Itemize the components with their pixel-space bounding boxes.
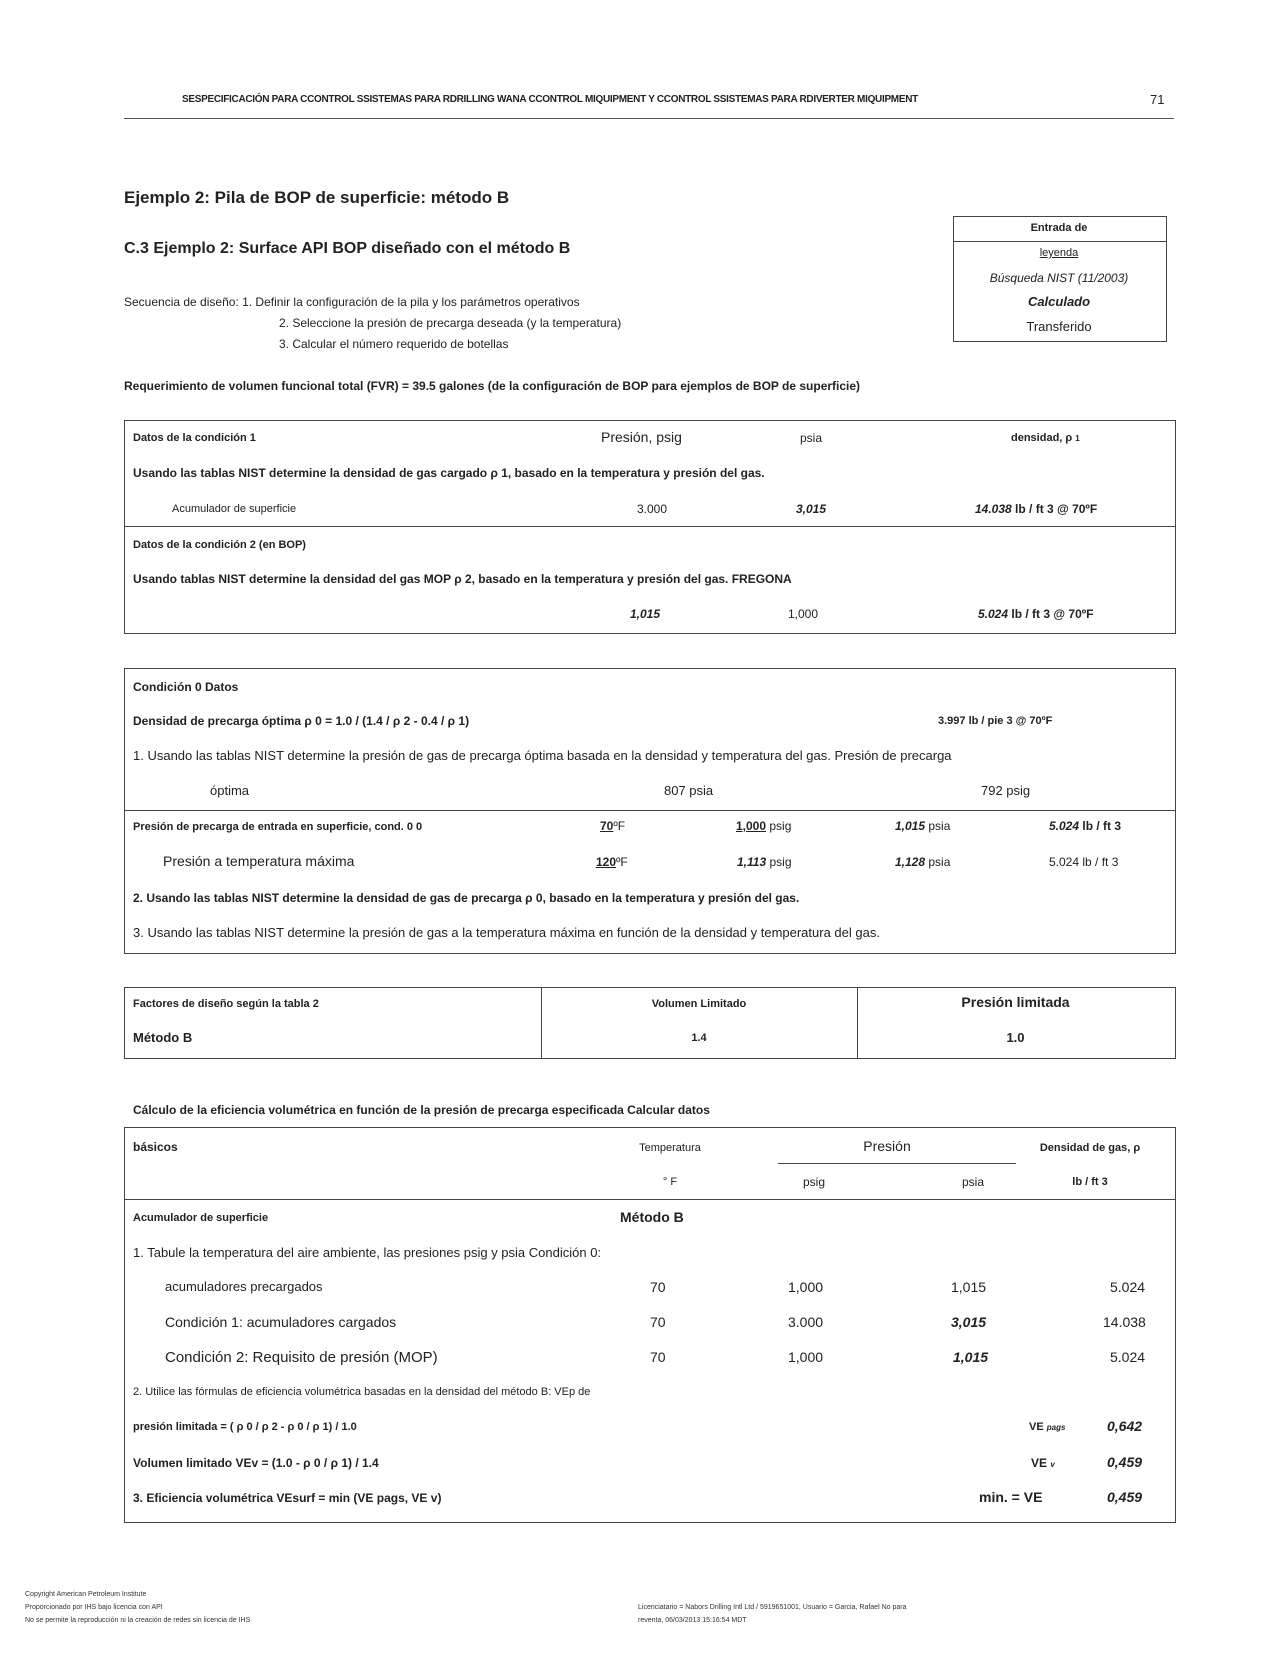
row-precharged-temp: 70 bbox=[650, 1279, 666, 1295]
row2-density bbox=[978, 607, 1093, 621]
nist-note-1: Usando las tablas NIST determine la densidad de gas cargado ρ 1, basado en la temperatura y presión del gas. bbox=[133, 466, 765, 480]
row-a-psig: 1,000 bbox=[736, 819, 767, 833]
ve-v-sub: v bbox=[1050, 1460, 1055, 1469]
optimal-psig: 792 psig bbox=[981, 783, 1031, 798]
step1-note: 1. Tabule la temperatura del aire ambiente, las presiones psig y psia Condición 0: bbox=[133, 1245, 602, 1260]
condition-1-2-table bbox=[124, 420, 1176, 634]
header-rule bbox=[124, 118, 1174, 119]
nist-note-2: Usando tablas NIST determine la densidad del gas MOP ρ 2, basado en la temperatura y presión del gas. FREGONA bbox=[133, 572, 792, 586]
design-factors-label: Factores de diseño según la tabla 2 bbox=[133, 998, 319, 1010]
sequence-label: Secuencia de diseño: 1. Definir la configuración de la pila y los parámetros operativos bbox=[124, 295, 580, 309]
surface-accumulator-label: Acumulador de superficie bbox=[133, 1212, 269, 1224]
row-b-density: 5.024 lb / ft 3 bbox=[1049, 855, 1119, 869]
pressure-limited-header: Presión limitada bbox=[961, 994, 1070, 1010]
unit-temp: ° F bbox=[662, 1176, 678, 1188]
row-a-density: 5.024 bbox=[1049, 819, 1080, 833]
row-a-psig-unit: psig bbox=[769, 819, 792, 833]
pressure-header: Presión bbox=[863, 1138, 911, 1154]
col-density-header bbox=[1011, 432, 1080, 444]
row2-psig: 1,015 bbox=[630, 607, 661, 621]
row-mop-density: 5.024 bbox=[1110, 1349, 1146, 1365]
row-b-psia: 1,128 bbox=[895, 855, 926, 869]
table2-divider bbox=[124, 810, 1175, 811]
fvr-requirement: Requerimiento de volumen funcional total (FVR) = 39.5 galones (de la configuración de BOP para ejemplos de BOP de superficie) bbox=[124, 379, 861, 393]
gas-density-header: Densidad de gas, ρ bbox=[1039, 1142, 1141, 1154]
footer-license: Proporcionado por IHS bajo licencia con API bbox=[25, 1604, 163, 1611]
sequence-step-2: 2. Seleccione la presión de precarga deseada (y la temperatura) bbox=[279, 316, 622, 330]
row-charged-temp: 70 bbox=[650, 1314, 666, 1330]
footer-licensee: Licenciatario = Nabors Drilling Intl Ltd / 5919651001, Usuario = Garcia, Rafael No para bbox=[638, 1604, 907, 1611]
row2-density-value: 5.024 bbox=[978, 607, 1009, 621]
footer-timestamp: reventa, 06/03/2013 15:16:54 MDT bbox=[638, 1617, 747, 1624]
optimal-density-formula: Densidad de precarga óptima ρ 0 = 1.0 / (1.4 / ρ 2 - 0.4 / ρ 1) bbox=[133, 714, 470, 728]
surface-precharge-label: Presión de precarga de entrada en superficie, cond. 0 0 bbox=[133, 821, 423, 833]
row-b-psig-unit: psig bbox=[769, 855, 792, 869]
method-b-label: Método B bbox=[133, 1030, 193, 1045]
legend-divider bbox=[953, 241, 1166, 242]
table4-header-divider bbox=[124, 1199, 1175, 1200]
footer-reproduction: No se permite la reproducción ni la creación de redes sin licencia de IHS bbox=[25, 1617, 251, 1624]
cond0-title: Condición 0 Datos bbox=[133, 680, 239, 694]
row-precharged-density: 5.024 bbox=[1110, 1279, 1146, 1295]
nist-note-max-temp: 3. Usando las tablas NIST determine la presión de gas a la temperatura máxima en función de la densidad y temperatura del gas. bbox=[133, 925, 880, 940]
footer-copyright: Copyright American Petroleum Institute bbox=[25, 1591, 147, 1598]
pressure-limited-value: 1.0 bbox=[1006, 1030, 1025, 1045]
nist-note-precharge-density: 2. Usando las tablas NIST determine la densidad de gas de precarga ρ 0, basado en la temperatura y presión del gas. bbox=[133, 891, 800, 905]
legend-calculated: Calculado bbox=[1027, 294, 1091, 309]
row1-density-unit: lb / ft 3 @ 70ºF bbox=[1015, 502, 1098, 516]
row-precharged-label: acumuladores precargados bbox=[165, 1279, 323, 1294]
volume-limited-value: 1.4 bbox=[691, 1032, 707, 1044]
row-a-temp: 70 bbox=[600, 819, 614, 833]
running-header: SESPECIFICACIÓN PARA CCONTROL SSISTEMAS PARA RDRILLING WANA CCONTROL MIQUIPMENT Y CCONTROL SSISTEMAS PARA RDIVERTER MIQUIPMENT bbox=[182, 94, 918, 105]
row1-density-value: 14.038 bbox=[975, 502, 1012, 516]
ve-p-label: VE bbox=[1029, 1421, 1044, 1433]
row2-density-unit: lb / ft 3 @ 70ºF bbox=[1011, 607, 1094, 621]
unit-psia: psia bbox=[961, 1175, 984, 1189]
min-ve-value: 0,459 bbox=[1107, 1489, 1143, 1505]
row-mop-psig: 1,000 bbox=[788, 1349, 824, 1365]
row-charged-density: 14.038 bbox=[1103, 1314, 1146, 1330]
row-a-density-unit: lb / ft 3 bbox=[1082, 819, 1122, 833]
step2-note: 2. Utilice las fórmulas de eficiencia volumétrica basadas en la densidad del método B: VEp de bbox=[133, 1386, 591, 1398]
row1-density bbox=[975, 502, 1097, 516]
pressure-limited-formula: presión limitada = ( ρ 0 / ρ 2 - ρ 0 / ρ 1) / 1.0 bbox=[133, 1421, 357, 1433]
row-charged-psig: 3.000 bbox=[788, 1314, 824, 1330]
legend-transferred: Transferido bbox=[1026, 319, 1092, 334]
ve-p-sub: pags bbox=[1046, 1423, 1066, 1432]
row-mop-temp: 70 bbox=[650, 1349, 666, 1365]
page-number: 71 bbox=[1150, 92, 1165, 107]
max-temp-pressure-label: Presión a temperatura máxima bbox=[163, 853, 355, 869]
legend-title: Entrada de bbox=[1030, 222, 1088, 234]
volume-limited-header: Volumen Limitado bbox=[651, 998, 747, 1010]
sequence-step-3: 3. Calcular el número requerido de botellas bbox=[279, 337, 509, 351]
basicos-label: básicos bbox=[133, 1140, 178, 1154]
row-b-psig: 1,113 bbox=[737, 855, 767, 869]
col-density-text: densidad, ρ bbox=[1011, 432, 1073, 444]
row2-psia: 1,000 bbox=[788, 607, 819, 621]
optimal-label: óptima bbox=[210, 783, 250, 798]
min-ve-label: min. = VE bbox=[979, 1489, 1043, 1505]
cond1-label: Datos de la condición 1 bbox=[133, 432, 256, 444]
col-psia-header: psia bbox=[800, 431, 823, 445]
row-b-temp-unit: ºF bbox=[616, 855, 628, 869]
row-mop-label: Condición 2: Requisito de presión (MOP) bbox=[165, 1349, 438, 1366]
row1-psia: 3,015 bbox=[796, 502, 827, 516]
volumetric-efficiency-title: Cálculo de la eficiencia volumétrica en función de la presión de precarga especificada Calcular datos bbox=[133, 1103, 710, 1117]
table1-divider bbox=[124, 526, 1175, 527]
unit-density: lb / ft 3 bbox=[1072, 1176, 1108, 1188]
row1-label: Acumulador de superficie bbox=[172, 503, 297, 515]
cond2-label: Datos de la condición 2 (en BOP) bbox=[133, 539, 306, 551]
row-mop-psia: 1,015 bbox=[953, 1349, 989, 1365]
col-density-sub: 1 bbox=[1075, 434, 1080, 443]
temperature-header: Temperatura bbox=[639, 1142, 701, 1154]
row-charged-psia: 3,015 bbox=[951, 1314, 987, 1330]
method-b-subtitle: Método B bbox=[620, 1209, 684, 1225]
page-title: Ejemplo 2: Pila de BOP de superficie: método B bbox=[124, 188, 510, 207]
optimal-psia: 807 psia bbox=[664, 783, 714, 798]
section-title: C.3 Ejemplo 2: Surface API BOP diseñado con el método B bbox=[124, 240, 571, 257]
row-a-temp-unit: ºF bbox=[613, 819, 626, 833]
optimal-density-value: 3.997 lb / pie 3 @ 70ºF bbox=[938, 715, 1053, 727]
volumetric-efficiency-formula: 3. Eficiencia volumétrica VEsurf = min (VE pags, VE v) bbox=[133, 1491, 442, 1505]
legend-nist: Búsqueda NIST (11/2003) bbox=[989, 271, 1129, 285]
ve-p-value: 0,642 bbox=[1107, 1418, 1143, 1434]
ve-v-value: 0,459 bbox=[1107, 1454, 1143, 1470]
condition-0-table bbox=[124, 668, 1176, 954]
legend-subtitle: leyenda bbox=[1039, 247, 1079, 259]
note-optimal-pressure: 1. Usando las tablas NIST determine la presión de gas de precarga óptima basada en la densidad y temperatura del gas. Presión de precarga bbox=[133, 748, 952, 763]
row-b-psia-unit: psia bbox=[928, 855, 951, 869]
row-precharged-psia: 1,015 bbox=[951, 1279, 987, 1295]
pressure-span-rule bbox=[778, 1163, 1016, 1164]
row-precharged-psig: 1,000 bbox=[788, 1279, 824, 1295]
row1-psig: 3.000 bbox=[637, 502, 668, 516]
col-psig-header: Presión, psig bbox=[601, 429, 682, 445]
ve-v-label: VE bbox=[1031, 1456, 1048, 1470]
row-a-psia-unit: psia bbox=[928, 819, 951, 833]
row-b-temp: 120 bbox=[596, 855, 617, 869]
unit-psig: psig bbox=[802, 1175, 825, 1189]
volume-limited-formula: Volumen limitado VEv = (1.0 - ρ 0 / ρ 1) / 1.4 bbox=[133, 1456, 379, 1470]
row-a-psia: 1,015 bbox=[895, 819, 926, 833]
row-charged-label: Condición 1: acumuladores cargados bbox=[165, 1314, 397, 1330]
